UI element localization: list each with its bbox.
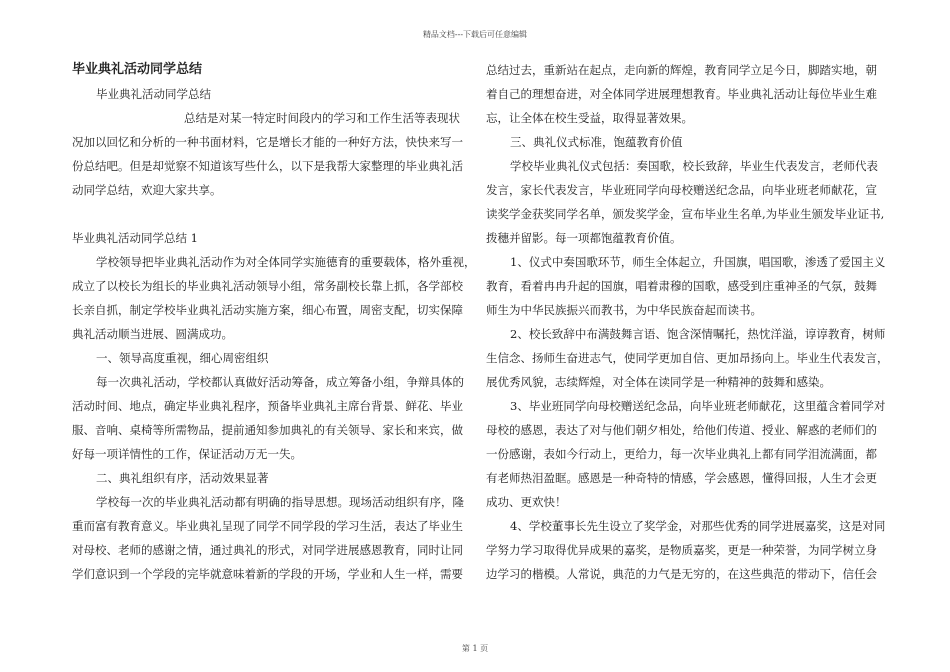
text-line: 学校领导把毕业典礼活动作为对全体同学实施德育的重要载体，格外重视， xyxy=(96,255,476,269)
text-line: 毕业典礼活动同学总结 1 xyxy=(72,231,198,245)
document-title: 毕业典礼活动同学总结 xyxy=(72,62,203,77)
text-line: 展优秀风貌，志续辉煌，对全体在读同学是一种精神的鼓舞和感染。 xyxy=(486,375,831,389)
text-line: 边学习的楷模。人常说，典范的力气是无穷的，在这些典范的带动下，信任会 xyxy=(486,567,877,581)
text-line: 学们意识到一个学段的完毕就意味着新的学段的开场，学业和人生一样，需要 xyxy=(72,567,463,581)
text-line: 动同学总结，欢迎大家共享。 xyxy=(72,183,222,197)
page-header: 精品文档---下载后可任意编辑 xyxy=(422,30,528,39)
text-line: 学努力学习取得优异成果的嘉奖，是物质嘉奖，更是一种荣誉，为同学树立身 xyxy=(486,543,877,557)
text-line: 二、典礼组织有序，活动效果显著 xyxy=(96,471,269,485)
text-line: 2、校长致辞中布满鼓舞言语、饱含深情嘱托，热忱洋溢，谆谆教育，树师 xyxy=(510,327,886,341)
text-line: 拨穗并留影。每一项都饱蕴教育价值。 xyxy=(486,231,682,245)
text-line: 况加以回忆和分析的一种书面材料，它是增长才能的一种好方法，快快来写一 xyxy=(72,135,463,149)
text-line: 总结是对某一特定时间段内的学习和工作生活等表现状 xyxy=(184,111,460,125)
text-line: 一、领导高度重视，细心周密组织 xyxy=(96,351,269,365)
text-line: 教育，看着冉冉升起的国旗，唱着肃穆的国歌，感受到庄重神圣的气氛，鼓舞 xyxy=(486,279,877,293)
text-line: 有老师热泪盈眶。感恩是一种奇特的情感，学会感恩，懂得回报，人生才会更 xyxy=(486,471,877,485)
text-line: 三、典礼仪式标准，饱蕴教育价值 xyxy=(510,135,683,149)
right-column xyxy=(486,58,889,586)
text-line: 毕业典礼活动同学总结 xyxy=(96,87,211,101)
text-line: 忘，让全体在校生受益，取得显著效果。 xyxy=(486,111,693,125)
page-number: 第 1 页 xyxy=(461,644,489,653)
text-line: 读奖学金获奖同学名单，颁发奖学金，宣布毕业生名单,为毕业生颁发毕业证书, xyxy=(486,207,885,221)
text-line: 服、音响、桌椅等所需物品，提前通知参加典礼的有关领导、家长和来宾，做 xyxy=(72,423,463,437)
left-column xyxy=(72,58,476,586)
text-line: 好每一项详情性的工作，保证活动万无一失。 xyxy=(72,447,302,461)
text-line: 每一次典礼活动，学校都认真做好活动筹备，成立筹备小组，争辩具体的 xyxy=(96,375,464,389)
text-line: 师生为中华民族振兴而教书，为中华民族奋起而读书。 xyxy=(486,303,762,317)
text-line: 生信念、扬师生奋进志气，使同学更加自信、更加昂扬向上。毕业生代表发言， xyxy=(486,351,889,365)
text-line: 长亲自抓，制定学校毕业典礼活动实施方案，细心布置，周密支配，切实保障 xyxy=(72,303,463,317)
text-line: 份总结吧。但是却觉察不知道该写些什么，以下是我帮大家整理的毕业典礼活 xyxy=(72,159,463,173)
text-line: 成立了以校长为组长的毕业典礼活动领导小组，常务副校长靠上抓，各学部校 xyxy=(72,279,463,293)
text-line: 1、仪式中奏国歌环节，师生全体起立，升国旗，唱国歌，渗透了爱国主义 xyxy=(510,255,886,269)
text-line: 一份感谢，表如今行动上，更给力，每一次毕业典礼上都有同学泪流满面，都 xyxy=(486,447,877,461)
text-line: 着自己的理想奋进，对全体同学进展理想教育。毕业典礼活动让每位毕业生难 xyxy=(486,87,877,101)
text-line: 总结过去，重新站在起点，走向新的辉煌，教育同学立足今日，脚踏实地，朝 xyxy=(486,63,877,77)
text-line: 典礼活动顺当进展、圆满成功。 xyxy=(72,327,233,341)
text-line: 3、毕业班同学向母校赠送纪念品，向毕业班老师献花，这里蕴含着同学对 xyxy=(510,399,886,413)
text-line: 对母校、老师的感谢之情，通过典礼的形式，对同学进展感恩教育，同时让同 xyxy=(72,543,463,557)
text-line: 发言，家长代表发言，毕业班同学向母校赠送纪念品，向毕业班老师献花，宣 xyxy=(486,183,877,197)
text-line: 母校的感恩，表达了对与他们朝夕相处，给他们传道、授业、解惑的老师们的 xyxy=(486,423,877,437)
text-line: 重而富有教育意义。毕业典礼呈现了同学不同学段的学习生活，表达了毕业生 xyxy=(72,519,463,533)
text-line: 学校毕业典礼仪式包括：奏国歌，校长致辞，毕业生代表发言，老师代表 xyxy=(510,159,878,173)
text-line xyxy=(72,202,472,226)
text-line: 学校每一次的毕业典礼活动都有明确的指导思想。现场活动组织有序，隆 xyxy=(96,495,464,509)
text-line: 活动时间、地点，确定毕业典礼程序，预备毕业典礼主席台背景、鲜花、毕业 xyxy=(72,399,463,413)
text-line: 4、学校董事长先生设立了奖学金，对那些优秀的同学进展嘉奖，这是对同 xyxy=(510,519,886,533)
text-line: 成功、更欢快！ xyxy=(486,495,567,509)
